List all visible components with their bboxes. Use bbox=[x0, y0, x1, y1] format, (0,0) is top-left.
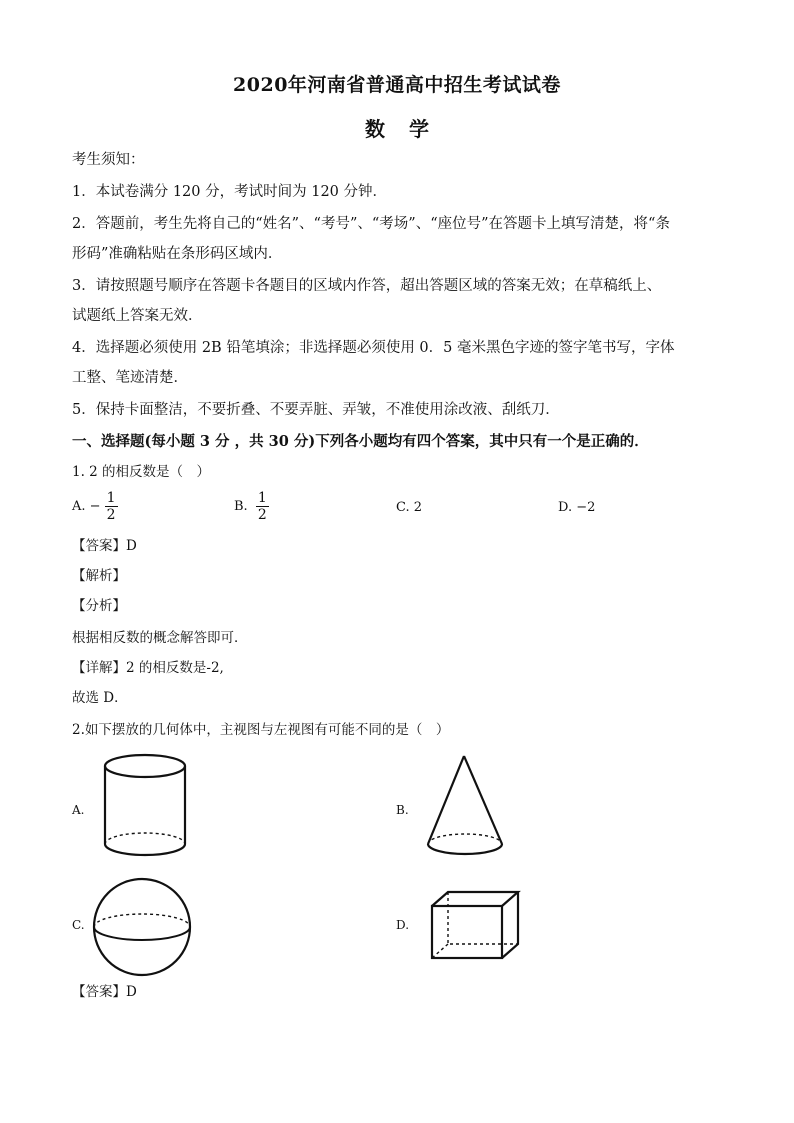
q1-fenxi-text: 根据相反数的概念解答即可． bbox=[72, 630, 248, 646]
fraction bbox=[105, 490, 118, 523]
q2-option-a-label[interactable]: A. bbox=[72, 803, 85, 817]
q1-jiexi-tag: 【解析】 bbox=[72, 568, 126, 584]
q1-detail bbox=[72, 658, 732, 678]
cone-figure[interactable] bbox=[420, 752, 510, 862]
option-value: 2 bbox=[413, 500, 423, 515]
minus-sign: − bbox=[89, 499, 101, 514]
answer-value: D bbox=[126, 538, 137, 554]
exam-title: 2020年河南省普通高中招生考试试卷 bbox=[233, 74, 561, 96]
sphere-figure[interactable] bbox=[90, 875, 194, 979]
q1-conclusion: 故选 D． bbox=[72, 690, 128, 706]
subject-char-1: 数 bbox=[365, 117, 385, 141]
option-letter: B. bbox=[234, 499, 248, 514]
answer-tag: 【答案】 bbox=[72, 984, 126, 1000]
q2-option-c-label[interactable]: C. bbox=[72, 918, 85, 932]
q1-option-d[interactable] bbox=[558, 498, 595, 518]
cylinder-figure[interactable] bbox=[100, 752, 190, 860]
q2-option-b-label[interactable]: B. bbox=[396, 803, 409, 817]
detail-text: 2 的相反数是-2, bbox=[126, 660, 224, 676]
notice-item-4: 4．选择题必须使用 2B 铅笔填涂；非选择题必须使用 0．5 毫米黑色字迹的签字笔书写，字体 bbox=[72, 340, 675, 356]
numerator: 1 bbox=[106, 490, 116, 506]
notice-heading: 考生须知： bbox=[72, 152, 145, 168]
section-heading: 一、选择题(每小题 3 分 ，共 30 分)下列各小题均有四个答案，其中只有一个是正确的． bbox=[72, 433, 649, 450]
denominator: 2 bbox=[257, 507, 267, 523]
option-letter: A. bbox=[72, 499, 86, 514]
subject-char-2: 学 bbox=[409, 117, 429, 141]
option-value: −2 bbox=[576, 500, 596, 515]
notice-item-1: 1．本试卷满分 120 分，考试时间为 120 分钟． bbox=[72, 184, 388, 200]
option-letter: D. bbox=[558, 500, 573, 515]
q2-answer bbox=[72, 982, 732, 1002]
q1-answer bbox=[72, 536, 732, 556]
notice-item-4-cont: 工整、笔迹清楚． bbox=[72, 370, 188, 386]
denominator: 2 bbox=[106, 507, 116, 523]
cuboid-figure[interactable] bbox=[428, 888, 522, 962]
q1-option-b[interactable] bbox=[234, 490, 269, 523]
q2-stem: 2.如下摆放的几何体中，主视图与左视图有可能不同的是（ ） bbox=[72, 722, 450, 738]
notice-item-2-cont: 形码”准确粘贴在条形码区域内． bbox=[72, 246, 283, 262]
q1-fenxi-tag: 【分析】 bbox=[72, 598, 126, 614]
q2-option-d-label[interactable]: D. bbox=[396, 918, 410, 932]
q1-option-c[interactable] bbox=[396, 498, 422, 518]
notice-item-3: 3．请按照题号顺序在答题卡各题目的区域内作答，超出答题区域的答案无效；在草稿纸上、 bbox=[72, 278, 662, 294]
numerator: 1 bbox=[257, 490, 267, 506]
subject-title bbox=[0, 113, 794, 142]
notice-item-2: 2．答题前，考生先将自己的“姓名”、“考号”、“考场”、“座位号”在答题卡上填写清楚，将“条 bbox=[72, 216, 670, 232]
detail-tag: 【详解】 bbox=[72, 660, 126, 676]
answer-value: D bbox=[126, 984, 137, 1000]
fraction bbox=[256, 490, 269, 523]
notice-item-3-cont: 试题纸上答案无效． bbox=[72, 308, 203, 324]
q1-option-a[interactable] bbox=[72, 490, 118, 523]
answer-tag: 【答案】 bbox=[72, 538, 126, 554]
option-letter: C. bbox=[396, 500, 410, 515]
q1-stem: 1. 2 的相反数是（ ） bbox=[72, 464, 211, 480]
notice-item-5: 5．保持卡面整洁，不要折叠、不要弄脏、弄皱，不准使用涂改液、刮纸刀． bbox=[72, 402, 560, 418]
